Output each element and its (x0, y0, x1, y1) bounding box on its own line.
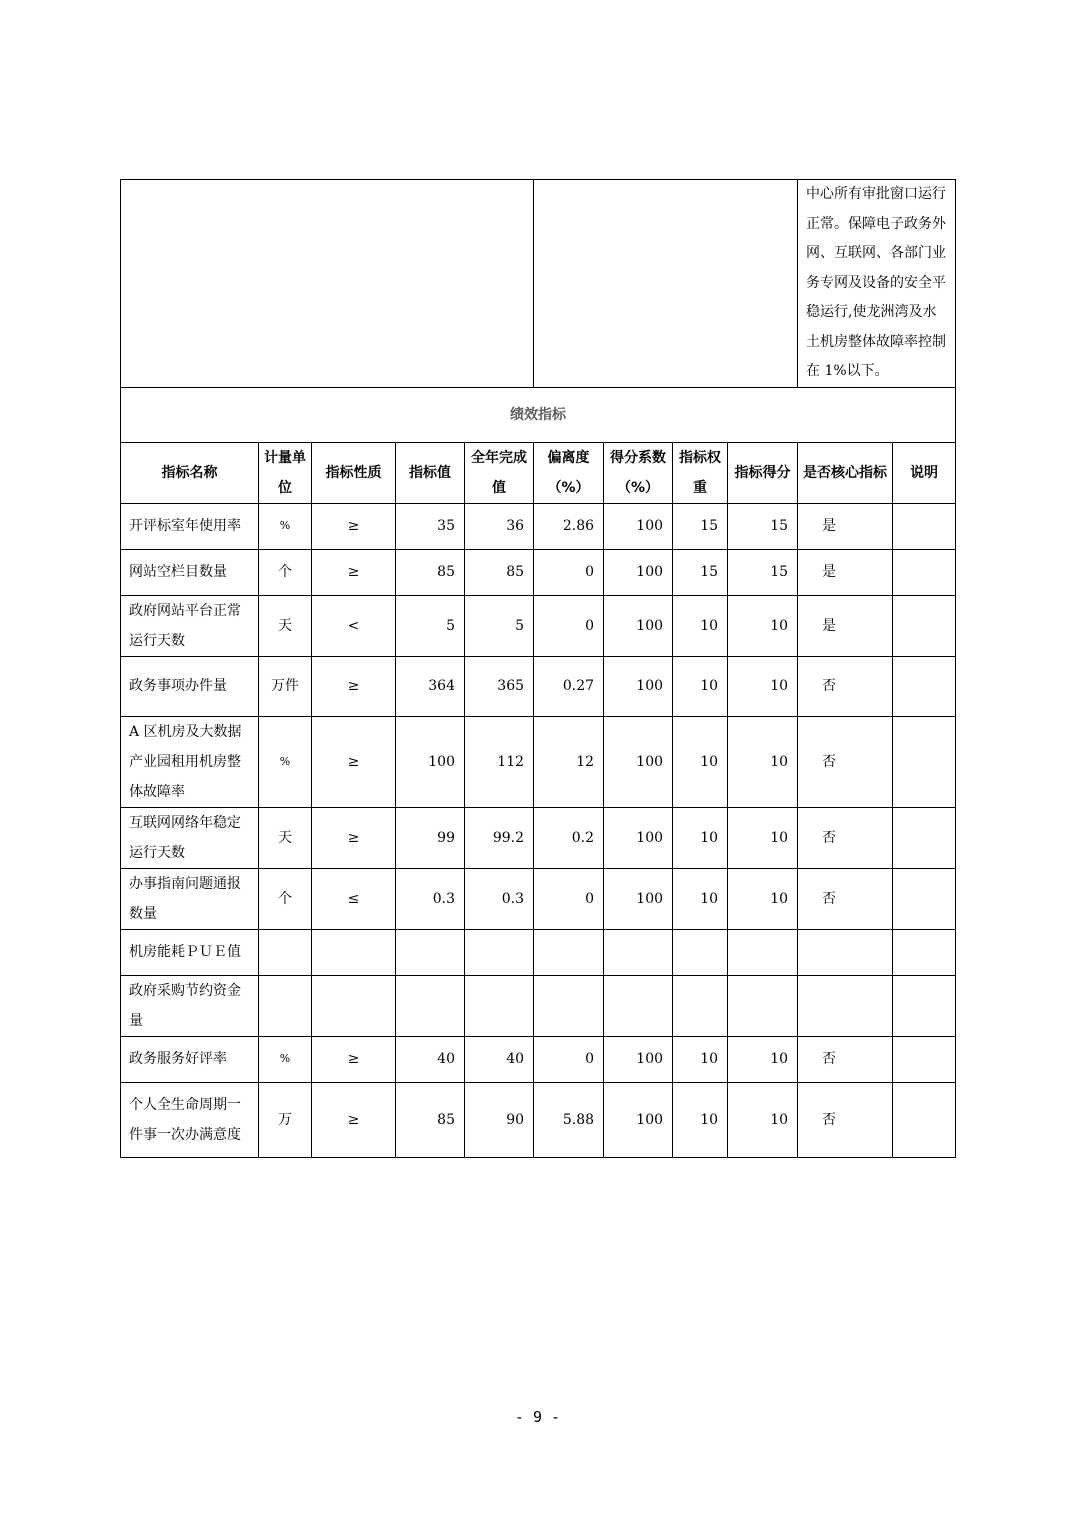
indicator-unit: % (259, 716, 312, 807)
indicator-core: 否 (798, 868, 893, 929)
indicator-unit: 天 (259, 595, 312, 656)
indicator-coefficient: 100 (604, 549, 673, 595)
table-row (121, 975, 956, 1036)
indicator-unit: 个 (259, 868, 312, 929)
indicator-actual: 40 (465, 1036, 534, 1082)
indicator-unit: % (259, 503, 312, 549)
table-row (121, 549, 956, 595)
indicator-deviation: 2.86 (534, 503, 604, 549)
indicator-weight: 10 (673, 595, 728, 656)
indicator-note (893, 1036, 956, 1082)
indicator-unit (259, 975, 312, 1036)
header-note: 说明 (893, 442, 956, 503)
indicator-weight: 10 (673, 716, 728, 807)
table-row (121, 503, 956, 549)
indicator-nature: ≥ (312, 1036, 396, 1082)
indicator-target: 85 (396, 549, 465, 595)
indicator-deviation: 12 (534, 716, 604, 807)
indicator-core: 是 (798, 549, 893, 595)
header-actual: 全年完成值 (465, 442, 534, 503)
indicator-nature: ≥ (312, 656, 396, 716)
indicator-coefficient: 100 (604, 1036, 673, 1082)
indicator-weight: 10 (673, 807, 728, 868)
indicator-deviation: 5.88 (534, 1082, 604, 1157)
indicator-note (893, 975, 956, 1036)
indicator-coefficient: 100 (604, 656, 673, 716)
header-unit: 计量单位 (259, 442, 312, 503)
indicator-unit: % (259, 1036, 312, 1082)
indicator-nature: ≥ (312, 503, 396, 549)
indicator-coefficient: 100 (604, 716, 673, 807)
indicator-coefficient: 100 (604, 807, 673, 868)
indicator-core: 是 (798, 595, 893, 656)
indicator-actual: 99.2 (465, 807, 534, 868)
header-deviation: 偏离度（%） (534, 442, 604, 503)
indicator-deviation: 0.2 (534, 807, 604, 868)
indicator-name: 政府采购节约资金量 (121, 975, 259, 1036)
indicator-weight (673, 929, 728, 975)
indicator-target: 40 (396, 1036, 465, 1082)
indicator-coefficient: 100 (604, 1082, 673, 1157)
top-empty-cell-left (121, 180, 534, 388)
indicator-unit: 万件 (259, 656, 312, 716)
table-row (121, 807, 956, 868)
indicator-weight: 15 (673, 549, 728, 595)
indicator-weight: 10 (673, 656, 728, 716)
indicator-core (798, 929, 893, 975)
indicator-weight (673, 975, 728, 1036)
indicator-note (893, 929, 956, 975)
page-number: - 9 - (514, 1408, 561, 1426)
section-title: 绩效指标 (121, 387, 956, 442)
indicator-actual: 85 (465, 549, 534, 595)
header-coefficient: 得分系数（%） (604, 442, 673, 503)
indicator-actual: 0.3 (465, 868, 534, 929)
indicator-score: 10 (728, 656, 798, 716)
indicator-deviation: 0 (534, 595, 604, 656)
indicator-name: 机房能耗ＰＵＥ值 (121, 929, 259, 975)
header-nature: 指标性质 (312, 442, 396, 503)
indicator-deviation: 0 (534, 1036, 604, 1082)
indicator-deviation (534, 929, 604, 975)
indicator-score: 15 (728, 503, 798, 549)
indicator-target: 0.3 (396, 868, 465, 929)
indicator-core: 否 (798, 1082, 893, 1157)
indicator-coefficient: 100 (604, 595, 673, 656)
indicator-target: 99 (396, 807, 465, 868)
indicator-deviation: 0 (534, 868, 604, 929)
indicator-nature: ≥ (312, 716, 396, 807)
table-row (121, 1082, 956, 1157)
indicator-unit: 个 (259, 549, 312, 595)
indicator-unit: 万 (259, 1082, 312, 1157)
indicator-weight: 15 (673, 503, 728, 549)
indicator-score: 10 (728, 868, 798, 929)
indicator-name: 政府网站平台正常运行天数 (121, 595, 259, 656)
indicator-unit (259, 929, 312, 975)
table-row (121, 595, 956, 656)
top-empty-cell-middle (534, 180, 798, 388)
indicator-note (893, 1082, 956, 1157)
indicator-name: 政务事项办件量 (121, 656, 259, 716)
indicator-target (396, 929, 465, 975)
indicator-target: 100 (396, 716, 465, 807)
performance-table (120, 179, 956, 1158)
indicator-weight: 10 (673, 1082, 728, 1157)
table-row (121, 868, 956, 929)
indicator-deviation: 0.27 (534, 656, 604, 716)
indicator-actual: 365 (465, 656, 534, 716)
header-core: 是否核心指标 (798, 442, 893, 503)
indicator-nature (312, 929, 396, 975)
top-description: 中心所有审批窗口运行正常。保障电子政务外网、互联网、各部门业务专网及设备的安全平稳运行,使龙洲湾及水土机房整体故障率控制在 1%以下。 (798, 180, 956, 388)
indicator-actual: 90 (465, 1082, 534, 1157)
indicator-name: 网站空栏目数量 (121, 549, 259, 595)
indicator-note (893, 549, 956, 595)
indicator-score (728, 975, 798, 1036)
indicator-unit: 天 (259, 807, 312, 868)
indicator-coefficient: 100 (604, 503, 673, 549)
indicator-core: 否 (798, 716, 893, 807)
indicator-score: 10 (728, 807, 798, 868)
indicator-deviation (534, 975, 604, 1036)
header-row (121, 442, 956, 503)
indicator-core: 否 (798, 1036, 893, 1082)
table-row (121, 929, 956, 975)
indicator-actual: 36 (465, 503, 534, 549)
indicator-actual (465, 975, 534, 1036)
indicator-score: 10 (728, 1036, 798, 1082)
indicator-note (893, 868, 956, 929)
indicator-weight: 10 (673, 1036, 728, 1082)
indicator-note (893, 595, 956, 656)
header-score: 指标得分 (728, 442, 798, 503)
indicator-target (396, 975, 465, 1036)
indicator-nature: ≥ (312, 1082, 396, 1157)
table-row (121, 716, 956, 807)
indicator-target: 85 (396, 1082, 465, 1157)
indicator-score: 10 (728, 716, 798, 807)
indicator-name: 政务服务好评率 (121, 1036, 259, 1082)
header-name: 指标名称 (121, 442, 259, 503)
indicator-actual: 112 (465, 716, 534, 807)
indicator-target: 364 (396, 656, 465, 716)
section-title-row (121, 387, 956, 442)
indicator-deviation: 0 (534, 549, 604, 595)
indicator-nature (312, 975, 396, 1036)
indicator-actual (465, 929, 534, 975)
header-target: 指标值 (396, 442, 465, 503)
indicator-score (728, 929, 798, 975)
indicator-core: 否 (798, 656, 893, 716)
indicator-core (798, 975, 893, 1036)
indicator-nature: ≥ (312, 807, 396, 868)
indicator-target: 35 (396, 503, 465, 549)
indicator-note (893, 807, 956, 868)
header-weight: 指标权重 (673, 442, 728, 503)
indicator-name: 互联网网络年稳定运行天数 (121, 807, 259, 868)
indicator-coefficient (604, 975, 673, 1036)
top-continuation-row (121, 180, 956, 388)
indicator-target: 5 (396, 595, 465, 656)
indicator-coefficient (604, 929, 673, 975)
indicator-name: A 区机房及大数据产业园租用机房整体故障率 (121, 716, 259, 807)
indicator-name: 个人全生命周期一件事一次办满意度 (121, 1082, 259, 1157)
indicator-core: 是 (798, 503, 893, 549)
indicator-actual: 5 (465, 595, 534, 656)
table-row (121, 656, 956, 716)
indicator-score: 10 (728, 595, 798, 656)
indicator-score: 10 (728, 1082, 798, 1157)
indicator-note (893, 716, 956, 807)
indicator-weight: 10 (673, 868, 728, 929)
table-row (121, 1036, 956, 1082)
indicator-nature: ≥ (312, 549, 396, 595)
indicator-coefficient: 100 (604, 868, 673, 929)
indicator-nature: ≤ (312, 868, 396, 929)
indicator-core: 否 (798, 807, 893, 868)
indicator-name: 开评标室年使用率 (121, 503, 259, 549)
indicator-score: 15 (728, 549, 798, 595)
indicator-note (893, 656, 956, 716)
indicator-name: 办事指南问题通报数量 (121, 868, 259, 929)
indicator-note (893, 503, 956, 549)
indicator-nature: < (312, 595, 396, 656)
